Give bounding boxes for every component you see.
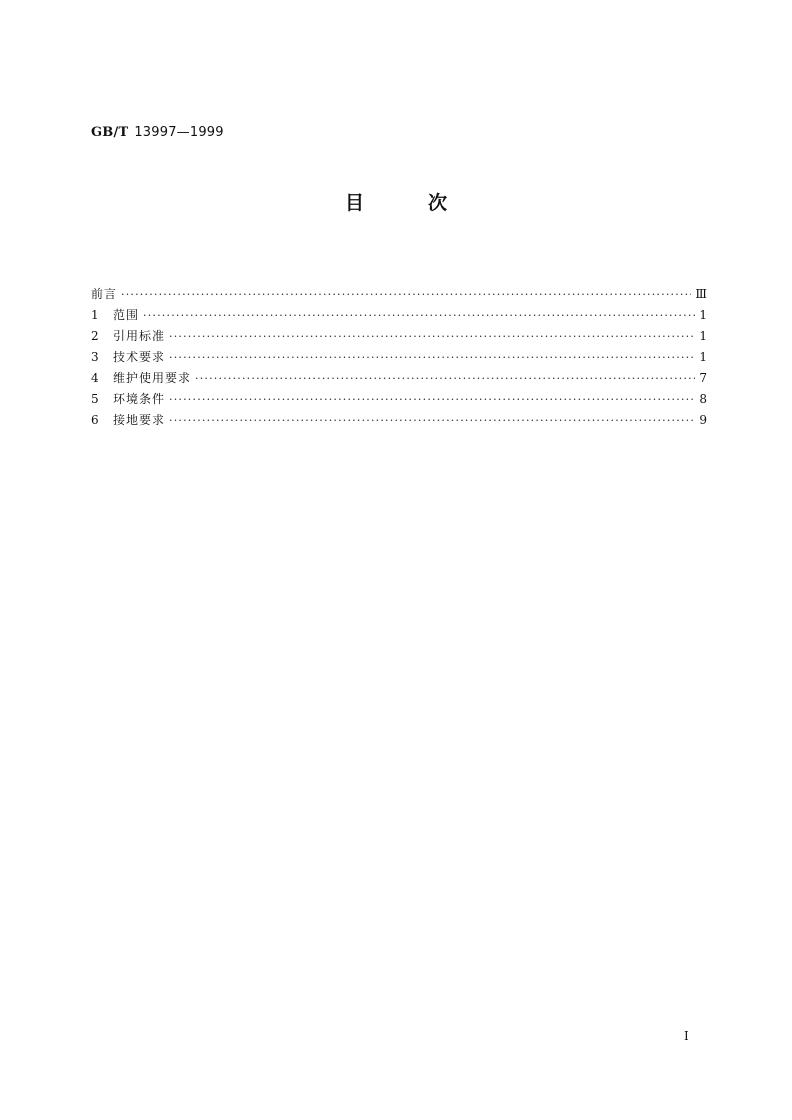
toc-entry-page: 1 [699,329,707,343]
toc-entry-page: 1 [699,308,707,322]
toc-leader-dots [169,389,695,410]
toc-entry-technical-requirements[interactable] [91,347,707,368]
toc-leader-dots [195,368,695,389]
toc-leader-dots [121,284,691,305]
toc-entry-label: 维护使用要求 [113,371,192,385]
toc-leader-dots [169,410,695,431]
toc-title-right: 次 [428,192,448,214]
toc-leader-dots [169,347,695,368]
toc-entry-label: 接地要求 [113,413,166,427]
toc-entry-maintenance[interactable] [91,368,707,389]
toc-entry-number: 5 [91,392,99,406]
toc-entry-grounding[interactable] [91,410,707,431]
toc-leader-dots [169,326,695,347]
toc-entry-number: 6 [91,413,99,427]
standard-code [91,125,224,140]
toc-entry-page: Ⅲ [695,287,707,301]
toc-entry-number: 2 [91,329,99,343]
toc-entry-label: 范围 [113,308,140,322]
toc-entry-page: 8 [699,392,707,406]
toc-entry-number: 3 [91,350,99,364]
standard-number: 13997—1999 [134,125,224,140]
toc-entry-label: 环境条件 [113,392,166,406]
toc-entry-number: 4 [91,371,99,385]
toc-title [0,188,792,215]
toc-entry-number: 1 [91,308,99,322]
toc-entry-label: 前言 [91,287,118,301]
toc-entry-page: 1 [699,350,707,364]
toc-entry-label: 引用标准 [113,329,166,343]
toc-leader-dots [143,305,695,326]
toc-entry-environment[interactable] [91,389,707,410]
toc-title-left: 目 [344,192,364,214]
standard-prefix: GB/T [91,125,129,140]
page-number: I [684,1029,689,1043]
toc-list [91,284,707,431]
toc-entry-label: 技术要求 [113,350,166,364]
toc-entry-preface[interactable] [91,284,707,305]
toc-entry-references[interactable] [91,326,707,347]
toc-entry-scope[interactable] [91,305,707,326]
toc-entry-page: 9 [699,413,707,427]
toc-entry-page: 7 [699,371,707,385]
